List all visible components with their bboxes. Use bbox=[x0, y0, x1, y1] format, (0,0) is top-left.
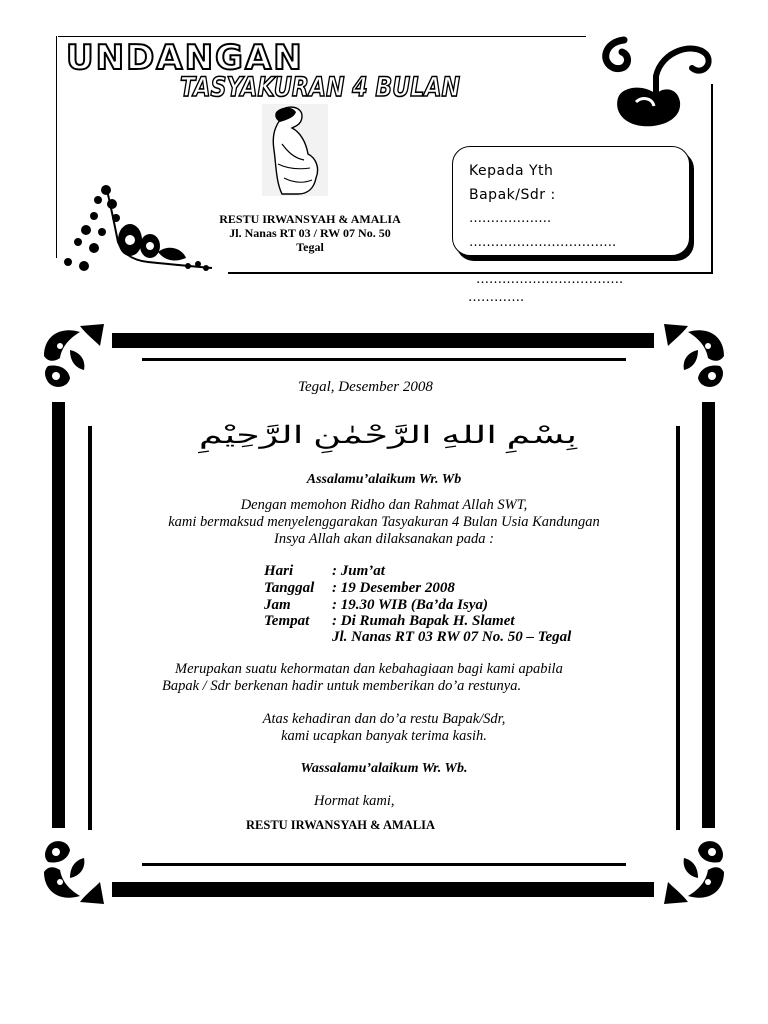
intro-line-3: Insya Allah akan dilaksanakan pada : bbox=[273, 531, 495, 547]
envelope-top-border bbox=[58, 36, 586, 37]
intro-line-1: Dengan memohon Ridho dan Rahmat Allah SWT, bbox=[240, 497, 528, 513]
frame-bottom-thin-bar bbox=[142, 863, 626, 866]
swirl-ornament-icon bbox=[598, 36, 714, 130]
frame-right-thick-bar bbox=[702, 402, 715, 828]
event-detail-place: Tempat : Di Rumah Bapak H. Slamet bbox=[264, 613, 515, 629]
honor-line-2: Bapak / Sdr berkenan hadir untuk memberikan do’a restunya. bbox=[162, 678, 522, 694]
frame-left-thin-bar bbox=[88, 426, 92, 830]
recipient-name-blank[interactable]: ………………. bbox=[469, 211, 552, 226]
sender-address: Jl. Nanas RT 03 / RW 07 No. 50 bbox=[229, 226, 391, 240]
intro-line-2: kami bermaksud menyelenggarakan Tasyakuran 4 Bulan Usia Kandungan bbox=[168, 514, 600, 530]
opening-greeting: Assalamu’alaikum Wr. Wb bbox=[306, 472, 462, 487]
corner-ornament-top-right-icon bbox=[662, 322, 728, 392]
frame-bottom-thick-bar bbox=[112, 882, 654, 897]
envelope-left-border bbox=[56, 36, 57, 258]
corner-ornament-bottom-right-icon bbox=[662, 836, 728, 906]
sender-city: Tegal bbox=[296, 240, 324, 254]
recipient-address-blank[interactable]: ……………………………. bbox=[469, 235, 617, 250]
letter-date: Tegal, Desember 2008 bbox=[298, 379, 433, 395]
closing-greeting: Wassalamu’alaikum Wr. Wb. bbox=[300, 761, 468, 776]
pregnant-woman-illustration bbox=[262, 104, 328, 196]
frame-right-thin-bar bbox=[676, 426, 680, 830]
sender-block bbox=[190, 212, 430, 254]
corner-ornament-bottom-left-icon bbox=[40, 836, 106, 906]
thanks-line-2: kami ucapkan banyak terima kasih. bbox=[281, 728, 487, 744]
envelope-bottom-border bbox=[228, 272, 713, 274]
honor-line-1: Merupakan suatu kehormatan dan kebahagiaan bagi kami apabila bbox=[175, 661, 563, 677]
recipient-box bbox=[452, 146, 690, 256]
thanks-line-1: Atas kehadiran dan do’a restu Bapak/Sdr, bbox=[262, 711, 506, 727]
signature-names: RESTU IRWANSYAH & AMALIA bbox=[246, 818, 436, 832]
frame-top-thin-bar bbox=[142, 358, 626, 361]
recipient-label: Bapak/Sdr : bbox=[469, 187, 556, 203]
event-detail-time: Jam : 19.30 WIB (Ba’da Isya) bbox=[264, 597, 488, 613]
recipient-address-blank-2[interactable]: ……………………………. bbox=[476, 272, 624, 287]
recipient-address-blank-3[interactable]: …………. bbox=[468, 290, 525, 305]
event-detail-day: Hari : Jum’at bbox=[264, 563, 385, 579]
invitation-title: UNDANGAN bbox=[66, 38, 304, 78]
event-detail-date: Tanggal : 19 Desember 2008 bbox=[264, 580, 455, 596]
event-detail-address: Jl. Nanas RT 03 RW 07 No. 50 – Tegal bbox=[332, 629, 572, 645]
frame-top-thick-bar bbox=[112, 333, 654, 348]
recipient-salutation: Kepada Yth bbox=[469, 163, 554, 179]
invitation-subtitle: TASYAKURAN 4 BULAN bbox=[180, 72, 461, 103]
regards-text: Hormat kami, bbox=[314, 793, 395, 809]
basmalah-calligraphy: بِسْمِ اللهِ الرَّحْمٰنِ الرَّحِيْمِ bbox=[198, 423, 578, 449]
frame-left-thick-bar bbox=[52, 402, 65, 828]
corner-ornament-top-left-icon bbox=[40, 322, 106, 392]
sender-names: RESTU IRWANSYAH & AMALIA bbox=[219, 212, 401, 226]
